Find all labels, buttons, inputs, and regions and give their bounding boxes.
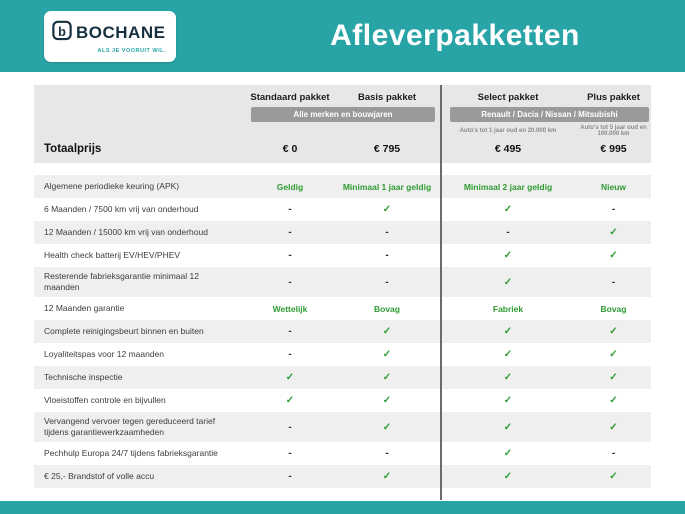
check-icon: ✓ [285, 395, 295, 407]
feature-row [34, 343, 651, 366]
price-standaard: € 0 [282, 143, 298, 155]
feature-row [34, 442, 651, 465]
feature-row [34, 175, 651, 198]
price-plus: € 995 [600, 143, 627, 155]
feature-label: 6 Maanden / 7500 km vrij van onderhoud [44, 203, 199, 214]
column-subnotes [34, 125, 651, 137]
feature-label: Vervangend vervoer tegen gereduceerd tarief tijdens garantiewerkzaamheden [44, 416, 216, 438]
group-badges [34, 107, 651, 122]
check-icon: ✓ [609, 395, 618, 407]
column-headers [34, 92, 651, 103]
feature-row [34, 244, 651, 267]
dash-mark: - [611, 448, 616, 460]
price-select: € 495 [494, 143, 522, 155]
column-header-select: Select pakket [477, 92, 539, 103]
feature-value: Geldig [276, 181, 304, 192]
dash-mark: - [506, 227, 510, 238]
feature-row [34, 389, 651, 412]
check-icon: ✓ [609, 421, 618, 433]
bochane-logo-icon [52, 18, 72, 47]
check-icon: ✓ [382, 471, 392, 483]
check-icon: ✓ [503, 326, 513, 338]
feature-label: Loyaliteitspas voor 12 maanden [44, 349, 165, 360]
feature-label: 12 Maanden garantie [44, 303, 125, 314]
check-icon: ✓ [609, 471, 618, 483]
page-title: Afleverpakketten [330, 19, 580, 52]
check-icon: ✓ [503, 395, 513, 407]
dash-mark: - [288, 421, 292, 433]
header-bar [0, 0, 685, 72]
check-icon: ✓ [609, 250, 618, 261]
dash-mark: - [385, 250, 389, 261]
check-icon: ✓ [503, 471, 513, 483]
check-icon: ✓ [503, 372, 513, 384]
feature-label: Vloeistoffen controle en bijvullen [44, 395, 166, 406]
bochane-logo [44, 11, 176, 62]
feature-row [34, 198, 651, 221]
feature-row [34, 366, 651, 389]
check-icon: ✓ [503, 250, 513, 261]
check-icon: ✓ [382, 349, 392, 361]
check-icon: ✓ [382, 421, 392, 433]
feature-label: Algemene periodieke keuring (APK) [44, 180, 180, 191]
total-price-row [34, 143, 651, 155]
dash-mark: - [385, 448, 389, 460]
dash-mark: - [288, 276, 292, 288]
table-header [34, 85, 651, 163]
check-icon: ✓ [609, 349, 618, 361]
feature-label: Complete reinigingsbeurt binnen en buiten [44, 326, 204, 337]
check-icon: ✓ [503, 421, 513, 433]
feature-label: 12 Maanden / 15000 km vrij van onderhoud [44, 226, 208, 237]
feature-row [34, 465, 651, 488]
feature-label: € 25,- Brandstof of volle accu [44, 471, 155, 482]
feature-row [34, 297, 651, 320]
feature-row [34, 412, 651, 442]
feature-row [34, 221, 651, 244]
column-header-plus: Plus pakket [587, 92, 640, 103]
feature-value: Minimaal 1 jaar geldig [342, 181, 432, 192]
dash-mark: - [288, 471, 292, 483]
check-icon: ✓ [382, 326, 392, 338]
feature-value: Fabriek [492, 303, 524, 314]
svg-text:b: b [58, 23, 66, 39]
feature-row [34, 320, 651, 343]
brand-name: BOCHANE [76, 22, 166, 42]
footer-bar [0, 501, 685, 514]
feature-label: Health check batterij EV/HEV/PHEV [44, 249, 181, 260]
check-icon: ✓ [503, 349, 513, 361]
subnote-select: Auto's tot 1 jaar oud en 20.000 km [459, 128, 557, 134]
dash-mark: - [288, 349, 292, 361]
column-divider [440, 85, 442, 500]
check-icon: ✓ [382, 204, 392, 215]
check-icon: ✓ [285, 372, 295, 384]
badge-renault-dacia-nissan-mitsubishi: Renault / Dacia / Nissan / Mitsubishi [450, 107, 649, 122]
badge-alle-merken: Alle merken en bouwjaren [251, 107, 435, 122]
dash-mark: - [611, 276, 616, 288]
subnote-plus: Auto's tot 5 jaar oud en 100.000 km [580, 125, 647, 137]
feature-value: Wettelijk [272, 303, 308, 314]
price-basis: € 795 [373, 143, 401, 155]
feature-value: Minimaal 2 jaar geldig [463, 181, 553, 192]
feature-value: Bovag [600, 303, 627, 314]
dash-mark: - [385, 276, 389, 288]
column-header-standaard: Standaard pakket [250, 92, 330, 103]
check-icon: ✓ [609, 227, 618, 238]
feature-label: Resterende fabrieksgarantie minimaal 12 maanden [44, 271, 199, 293]
feature-value: Nieuw [600, 181, 627, 192]
check-icon: ✓ [503, 448, 513, 460]
check-icon: ✓ [382, 395, 392, 407]
check-icon: ✓ [609, 372, 618, 384]
feature-label: Technische inspectie [44, 372, 123, 383]
feature-value: Bovag [374, 303, 400, 314]
check-icon: ✓ [503, 276, 513, 288]
check-icon: ✓ [503, 204, 513, 215]
dash-mark: - [385, 227, 389, 238]
dash-mark: - [611, 204, 616, 215]
brand-tagline: ALS JE VOORUIT WIL. [97, 48, 166, 54]
dash-mark: - [288, 227, 292, 238]
feature-rows [34, 175, 651, 488]
dash-mark: - [288, 204, 292, 215]
dash-mark: - [288, 326, 292, 338]
check-icon: ✓ [382, 372, 392, 384]
dash-mark: - [288, 250, 292, 261]
total-price-label: Totaalprijs [44, 143, 102, 155]
packages-table [34, 85, 651, 488]
feature-label: Pechhulp Europa 24/7 tijdens fabrieksgarantie [44, 448, 218, 459]
dash-mark: - [288, 448, 292, 460]
feature-row [34, 267, 651, 297]
column-header-basis: Basis pakket [357, 92, 417, 103]
check-icon: ✓ [609, 326, 618, 338]
